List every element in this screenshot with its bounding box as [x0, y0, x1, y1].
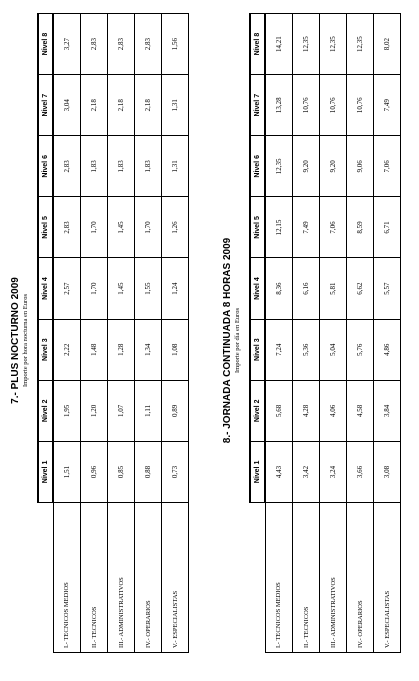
value-cell: 2,83 [53, 197, 81, 258]
table-row [108, 14, 135, 653]
value-cell: 10,76 [320, 75, 347, 136]
value-cell: 5,36 [293, 319, 320, 380]
row-label: II.- TECNICOS [81, 503, 108, 653]
row-label: II.- TECNICOS [293, 503, 320, 653]
value-cell: 3,04 [53, 75, 81, 136]
value-cell: 1,28 [108, 319, 135, 380]
value-cell: 3,84 [374, 380, 401, 441]
value-cell: 5,81 [320, 258, 347, 319]
value-cell: 9,06 [347, 136, 374, 197]
value-cell: 1,70 [81, 197, 108, 258]
table-row [293, 14, 320, 653]
table-row [162, 14, 189, 653]
value-cell: 12,35 [347, 14, 374, 75]
value-cell: 8,36 [265, 258, 293, 319]
value-cell: 3,66 [347, 441, 374, 502]
value-cell: 2,57 [53, 258, 81, 319]
header-row [38, 14, 53, 653]
value-cell: 1,20 [81, 380, 108, 441]
value-cell: 0,89 [162, 380, 189, 441]
value-cell: 2,83 [81, 14, 108, 75]
column-header: Nivel 7 [250, 75, 265, 136]
value-cell: 12,35 [293, 14, 320, 75]
row-label: IV.- OPERARIOS [135, 503, 162, 653]
column-header: Nivel 5 [38, 197, 53, 258]
value-cell: 1,24 [162, 258, 189, 319]
value-cell: 1,83 [108, 136, 135, 197]
value-cell: 1,70 [81, 258, 108, 319]
value-cell: 12,15 [265, 197, 293, 258]
value-cell: 10,76 [347, 75, 374, 136]
table-row [320, 14, 347, 653]
column-header: Nivel 4 [38, 258, 53, 319]
value-cell: 8,59 [347, 197, 374, 258]
value-cell: 6,62 [347, 258, 374, 319]
row-label: I.- TECNICOS MEDIOS [265, 503, 293, 653]
column-header: Nivel 6 [250, 136, 265, 197]
value-cell: 2,83 [135, 14, 162, 75]
column-header: Nivel 4 [250, 258, 265, 319]
table-row [135, 14, 162, 653]
value-cell: 1,11 [135, 380, 162, 441]
row-label: I.- TECNICOS MEDIOS [53, 503, 81, 653]
row-label: V.- ESPECIALISTAS [374, 503, 401, 653]
value-cell: 1,95 [53, 380, 81, 441]
value-cell: 4,43 [265, 441, 293, 502]
value-cell: 5,76 [347, 319, 374, 380]
column-header: Nivel 1 [38, 441, 53, 502]
value-cell: 3,24 [320, 441, 347, 502]
value-cell: 1,51 [53, 441, 81, 502]
header-row [250, 14, 265, 653]
value-cell: 7,24 [265, 319, 293, 380]
value-cell: 5,68 [265, 380, 293, 441]
column-header: Nivel 1 [250, 441, 265, 502]
value-cell: 2,83 [53, 136, 81, 197]
section-jornada-continuada [222, 0, 401, 681]
row-label: III.- ADMINISTRATIVOS [108, 503, 135, 653]
value-cell: 2,83 [108, 14, 135, 75]
row-label: IV.- OPERARIOS [347, 503, 374, 653]
value-cell: 2,18 [81, 75, 108, 136]
value-cell: 1,31 [162, 136, 189, 197]
value-cell: 1,48 [81, 319, 108, 380]
value-cell: 10,76 [293, 75, 320, 136]
value-cell: 1,07 [108, 380, 135, 441]
value-cell: 3,27 [53, 14, 81, 75]
value-cell: 14,21 [265, 14, 293, 75]
section-plus-nocturno [10, 0, 189, 681]
value-cell: 1,83 [135, 136, 162, 197]
value-cell: 1,08 [162, 319, 189, 380]
value-cell: 1,45 [108, 258, 135, 319]
value-cell: 9,20 [293, 136, 320, 197]
value-cell: 12,35 [265, 136, 293, 197]
value-cell: 1,55 [135, 258, 162, 319]
row-label: III.- ADMINISTRATIVOS [320, 503, 347, 653]
column-header: Nivel 3 [250, 319, 265, 380]
value-cell: 2,22 [53, 319, 81, 380]
value-cell: 5,04 [320, 319, 347, 380]
table-row [53, 14, 81, 653]
value-cell: 1,83 [81, 136, 108, 197]
table-row [265, 14, 293, 653]
column-header: Nivel 2 [250, 380, 265, 441]
row-label: V.- ESPECIALISTAS [162, 503, 189, 653]
corner-cell [38, 503, 53, 653]
value-cell: 7,49 [293, 197, 320, 258]
value-cell: 7,49 [374, 75, 401, 136]
section-subtitle: Importe por día en Euros [234, 308, 241, 373]
value-cell: 9,20 [320, 136, 347, 197]
value-cell: 12,35 [320, 14, 347, 75]
value-cell: 7,06 [320, 197, 347, 258]
value-cell: 7,06 [374, 136, 401, 197]
value-cell: 13,28 [265, 75, 293, 136]
table-row [347, 14, 374, 653]
column-header: Nivel 8 [38, 14, 53, 75]
column-header: Nivel 6 [38, 136, 53, 197]
value-cell: 0,85 [108, 441, 135, 502]
column-header: Nivel 2 [38, 380, 53, 441]
value-cell: 4,06 [320, 380, 347, 441]
column-header: Nivel 7 [38, 75, 53, 136]
value-cell: 5,57 [374, 258, 401, 319]
section-subtitle: Importe por hora nocturna en Euros [22, 294, 29, 387]
value-cell: 8,02 [374, 14, 401, 75]
value-cell: 2,18 [135, 75, 162, 136]
value-cell: 1,26 [162, 197, 189, 258]
table-row [374, 14, 401, 653]
value-cell: 4,86 [374, 319, 401, 380]
section-title: 8.- JORNADA CONTINUADA 8 HORAS 2009 [222, 237, 233, 444]
value-cell: 1,34 [135, 319, 162, 380]
value-cell: 2,18 [108, 75, 135, 136]
corner-cell [250, 503, 265, 653]
value-cell: 6,71 [374, 197, 401, 258]
value-cell: 0,73 [162, 441, 189, 502]
value-cell: 3,08 [374, 441, 401, 502]
column-header: Nivel 3 [38, 319, 53, 380]
value-cell: 4,28 [293, 380, 320, 441]
value-cell: 6,16 [293, 258, 320, 319]
column-header: Nivel 5 [250, 197, 265, 258]
value-cell: 3,42 [293, 441, 320, 502]
jornada-continuada-table [249, 13, 401, 653]
value-cell: 4,58 [347, 380, 374, 441]
column-header: Nivel 8 [250, 14, 265, 75]
value-cell: 1,70 [135, 197, 162, 258]
table-row [81, 14, 108, 653]
value-cell: 1,31 [162, 75, 189, 136]
value-cell: 1,56 [162, 14, 189, 75]
value-cell: 1,45 [108, 197, 135, 258]
value-cell: 0,96 [81, 441, 108, 502]
value-cell: 0,88 [135, 441, 162, 502]
section-title: 7.- PLUS NOCTURNO 2009 [10, 277, 21, 404]
plus-nocturno-table [37, 13, 189, 653]
